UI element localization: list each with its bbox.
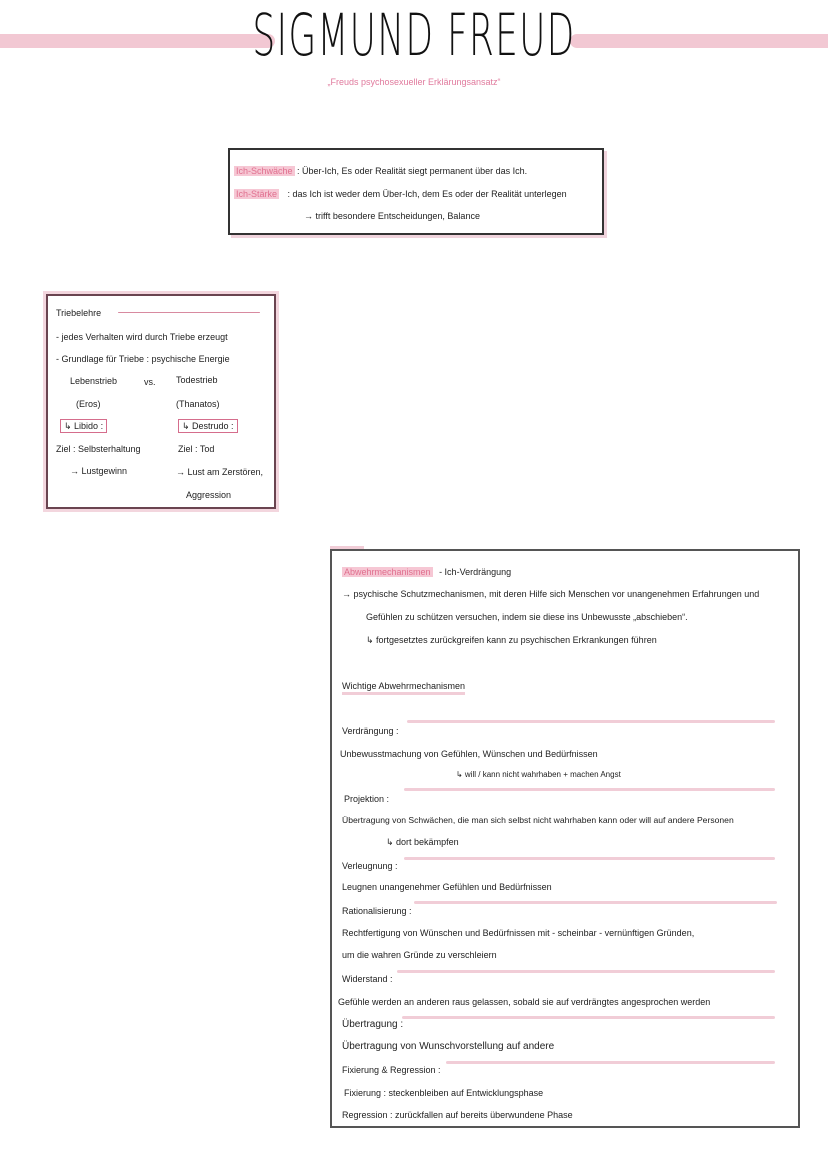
- abwehr-box: [330, 549, 800, 1128]
- todestrieb-goal: Ziel : Tod: [178, 444, 215, 454]
- item-line: Leugnen unangenehmer Gefühlen und Bedürfnissen: [342, 882, 552, 892]
- title-line: [118, 312, 260, 313]
- destrudo: ↳ Destrudo :: [178, 419, 238, 433]
- divider: [407, 720, 775, 723]
- item-name: Projektion :: [344, 794, 390, 804]
- todestrieb-result: → Lust am Zerstören,: [176, 467, 264, 477]
- abwehr-heading: Abwehrmechanismen: [344, 567, 431, 577]
- vs-label: vs.: [144, 377, 156, 387]
- item-name: Rationalisierung :: [342, 906, 412, 916]
- item-note: ↳ dort bekämpfen: [386, 837, 459, 847]
- ich-staerke-note: → trifft besondere Entscheidungen, Balance: [304, 211, 480, 221]
- eros: (Eros): [76, 399, 101, 409]
- abwehr-heading-row: [342, 566, 511, 578]
- divider: [404, 857, 775, 860]
- item-name: Verleugnung :: [342, 861, 398, 871]
- item-line: um die wahren Gründe zu verschleiern: [342, 950, 497, 960]
- ich-schwaeche-text: : Über-Ich, Es oder Realität siegt permanent über das Ich.: [297, 166, 528, 176]
- triebe-line-1: - jedes Verhalten wird durch Triebe erzeugt: [56, 332, 228, 342]
- divider: [414, 901, 777, 904]
- item-note: ↳ will / kann nicht wahrhaben + machen Angst: [456, 770, 621, 779]
- item-line: Gefühle werden an anderen raus gelassen, sobald sie auf verdrängtes angesprochen werden: [338, 997, 711, 1007]
- triebe-box: [46, 294, 276, 509]
- ich-staerke-row: [234, 188, 567, 200]
- item-line: Übertragung von Schwächen, die man sich selbst nicht wahrhaben kann oder will auf andere Personen: [342, 815, 734, 825]
- divider: [404, 788, 775, 791]
- item-name: Übertragung :: [342, 1019, 404, 1030]
- item-line: Regression : zurückfallen auf bereits überwundene Phase: [342, 1110, 573, 1120]
- abwehr-intro-2: Gefühlen zu schützen versuchen, indem sie diese ins Unbewusste „abschieben“.: [366, 612, 688, 622]
- triebe-title: Triebelehre: [56, 308, 102, 318]
- triebe-line-2: - Grundlage für Triebe : psychische Energie: [56, 354, 230, 364]
- abwehr-heading-suffix: - Ich-Verdrängung: [439, 567, 512, 577]
- ich-box: [228, 148, 604, 235]
- page-title: SIGMUND FREUD: [252, 1, 576, 69]
- item-line: Rechtfertigung von Wünschen und Bedürfnissen mit - scheinbar - vernünftigen Gründen,: [342, 928, 695, 938]
- divider: [402, 1016, 775, 1019]
- divider: [446, 1061, 775, 1064]
- lebenstrieb: Lebenstrieb: [70, 376, 118, 386]
- divider: [397, 970, 775, 973]
- thanatos: (Thanatos): [176, 399, 220, 409]
- item-name: Widerstand :: [342, 974, 393, 984]
- item-name: Fixierung & Regression :: [342, 1065, 441, 1075]
- item-name: Verdrängung :: [342, 726, 399, 736]
- item-line: Unbewusstmachung von Gefühlen, Wünschen und Bedürfnissen: [340, 749, 598, 759]
- ich-staerke-text: : das Ich ist weder dem Über-Ich, dem Es oder der Realität unterlegen: [287, 189, 567, 199]
- item-line: Übertragung von Wunschvorstellung auf andere: [342, 1041, 555, 1052]
- abwehr-subheading: Wichtige Abwehrmechanismen: [342, 680, 465, 695]
- item-line: Fixierung : steckenbleiben auf Entwicklungsphase: [344, 1088, 544, 1098]
- page-subtitle: „Freuds psychosexueller Erklärungsansatz“: [327, 77, 501, 87]
- ich-staerke-label: Ich-Stärke: [236, 189, 278, 199]
- lebenstrieb-result: → Lustgewinn: [70, 466, 128, 476]
- ich-schwaeche-row: [234, 165, 527, 177]
- lebenstrieb-goal: Ziel : Selbsterhaltung: [56, 444, 141, 454]
- abwehr-intro-3: ↳ fortgesetztes zurückgreifen kann zu psychischen Erkrankungen führen: [366, 635, 657, 645]
- ich-schwaeche-label: Ich-Schwäche: [236, 166, 293, 176]
- abwehr-intro-1: → psychische Schutzmechanismen, mit deren Hilfe sich Menschen vor unangenehmen Erfahrungen und: [342, 589, 760, 599]
- libido: ↳ Libido :: [60, 419, 107, 433]
- todestrieb-result-2: Aggression: [186, 490, 232, 500]
- todestrieb: Todestrieb: [176, 375, 218, 385]
